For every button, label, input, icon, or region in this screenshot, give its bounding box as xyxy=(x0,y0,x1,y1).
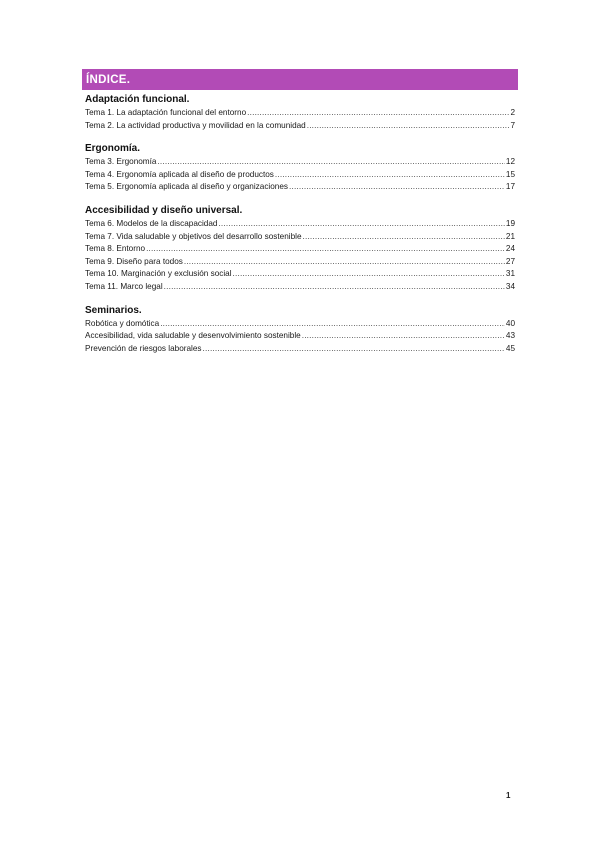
toc-entry[interactable] xyxy=(85,318,515,331)
page-number: 1 xyxy=(506,791,511,800)
entry-page: 21 xyxy=(505,231,515,241)
entry-page: 27 xyxy=(505,256,515,266)
toc-section xyxy=(85,143,515,194)
toc-entry[interactable] xyxy=(85,169,515,182)
toc-entry[interactable] xyxy=(85,156,515,169)
toc-entry[interactable] xyxy=(85,181,515,194)
toc-entry[interactable] xyxy=(85,268,515,281)
dot-leader xyxy=(307,120,510,133)
entry-label: Tema 11. Marco legal xyxy=(85,281,163,291)
entry-page: 24 xyxy=(505,244,515,254)
entry-page: 45 xyxy=(505,343,515,353)
entry-label: Tema 2. La actividad productiva y movilidad en la comunidad xyxy=(85,120,306,130)
index-title: ÍNDICE. xyxy=(82,69,518,90)
dot-leader xyxy=(160,318,505,331)
toc-section xyxy=(85,305,515,356)
section-title: Seminarios. xyxy=(85,304,142,316)
entry-label: Prevención de riesgos laborales xyxy=(85,343,202,353)
toc-entry[interactable] xyxy=(85,107,515,120)
entry-label: Tema 10. Marginación y exclusión social xyxy=(85,269,232,279)
entry-page: 31 xyxy=(505,269,515,279)
entry-label: Tema 5. Ergonomía aplicada al diseño y organizaciones xyxy=(85,182,288,192)
section-title: Accesibilidad y diseño universal. xyxy=(85,204,243,216)
dot-leader xyxy=(157,156,504,169)
toc-entry[interactable] xyxy=(85,256,515,269)
dot-leader xyxy=(146,243,505,256)
toc-entry[interactable] xyxy=(85,218,515,231)
entry-page: 40 xyxy=(505,318,515,328)
dot-leader xyxy=(233,268,505,281)
entry-label: Tema 4. Ergonomía aplicada al diseño de productos xyxy=(85,169,274,179)
entry-label: Tema 3. Ergonomía xyxy=(85,157,157,167)
entry-page: 34 xyxy=(505,281,515,291)
section-title: Adaptación funcional. xyxy=(85,94,190,105)
toc-entry[interactable] xyxy=(85,231,515,244)
dot-leader xyxy=(247,107,509,120)
dot-leader xyxy=(289,181,505,194)
entry-label: Tema 6. Modelos de la discapacidad xyxy=(85,218,218,228)
entry-page: 15 xyxy=(505,169,515,179)
entry-page: 17 xyxy=(505,182,515,192)
entry-page: 19 xyxy=(505,218,515,228)
entry-page: 7 xyxy=(510,120,515,130)
entry-page: 43 xyxy=(505,331,515,341)
section-title: Ergonomía. xyxy=(85,143,141,155)
entry-label: Robótica y domótica xyxy=(85,318,160,328)
dot-leader xyxy=(302,330,505,343)
dot-leader xyxy=(184,256,505,269)
entry-label: Tema 8. Entorno xyxy=(85,244,146,254)
toc-entry[interactable] xyxy=(85,243,515,256)
entry-page: 12 xyxy=(505,157,515,167)
entry-label: Tema 1. La adaptación funcional del entorno xyxy=(85,108,247,117)
entry-label: Tema 9. Diseño para todos xyxy=(85,256,183,266)
entry-label: Accesibilidad, vida saludable y desenvolvimiento sostenible xyxy=(85,331,301,341)
table-of-contents xyxy=(85,94,515,366)
toc-section xyxy=(85,205,515,294)
dot-leader xyxy=(218,218,504,231)
toc-entry[interactable] xyxy=(85,343,515,356)
toc-entry[interactable] xyxy=(85,120,515,133)
dot-leader xyxy=(203,343,505,356)
entry-page: 2 xyxy=(510,108,515,117)
entry-label: Tema 7. Vida saludable y objetivos del desarrollo sostenible xyxy=(85,231,302,241)
toc-entry[interactable] xyxy=(85,281,515,294)
dot-leader xyxy=(275,169,505,182)
dot-leader xyxy=(164,281,505,294)
toc-entry[interactable] xyxy=(85,330,515,343)
toc-section xyxy=(85,94,515,132)
dot-leader xyxy=(303,231,505,244)
